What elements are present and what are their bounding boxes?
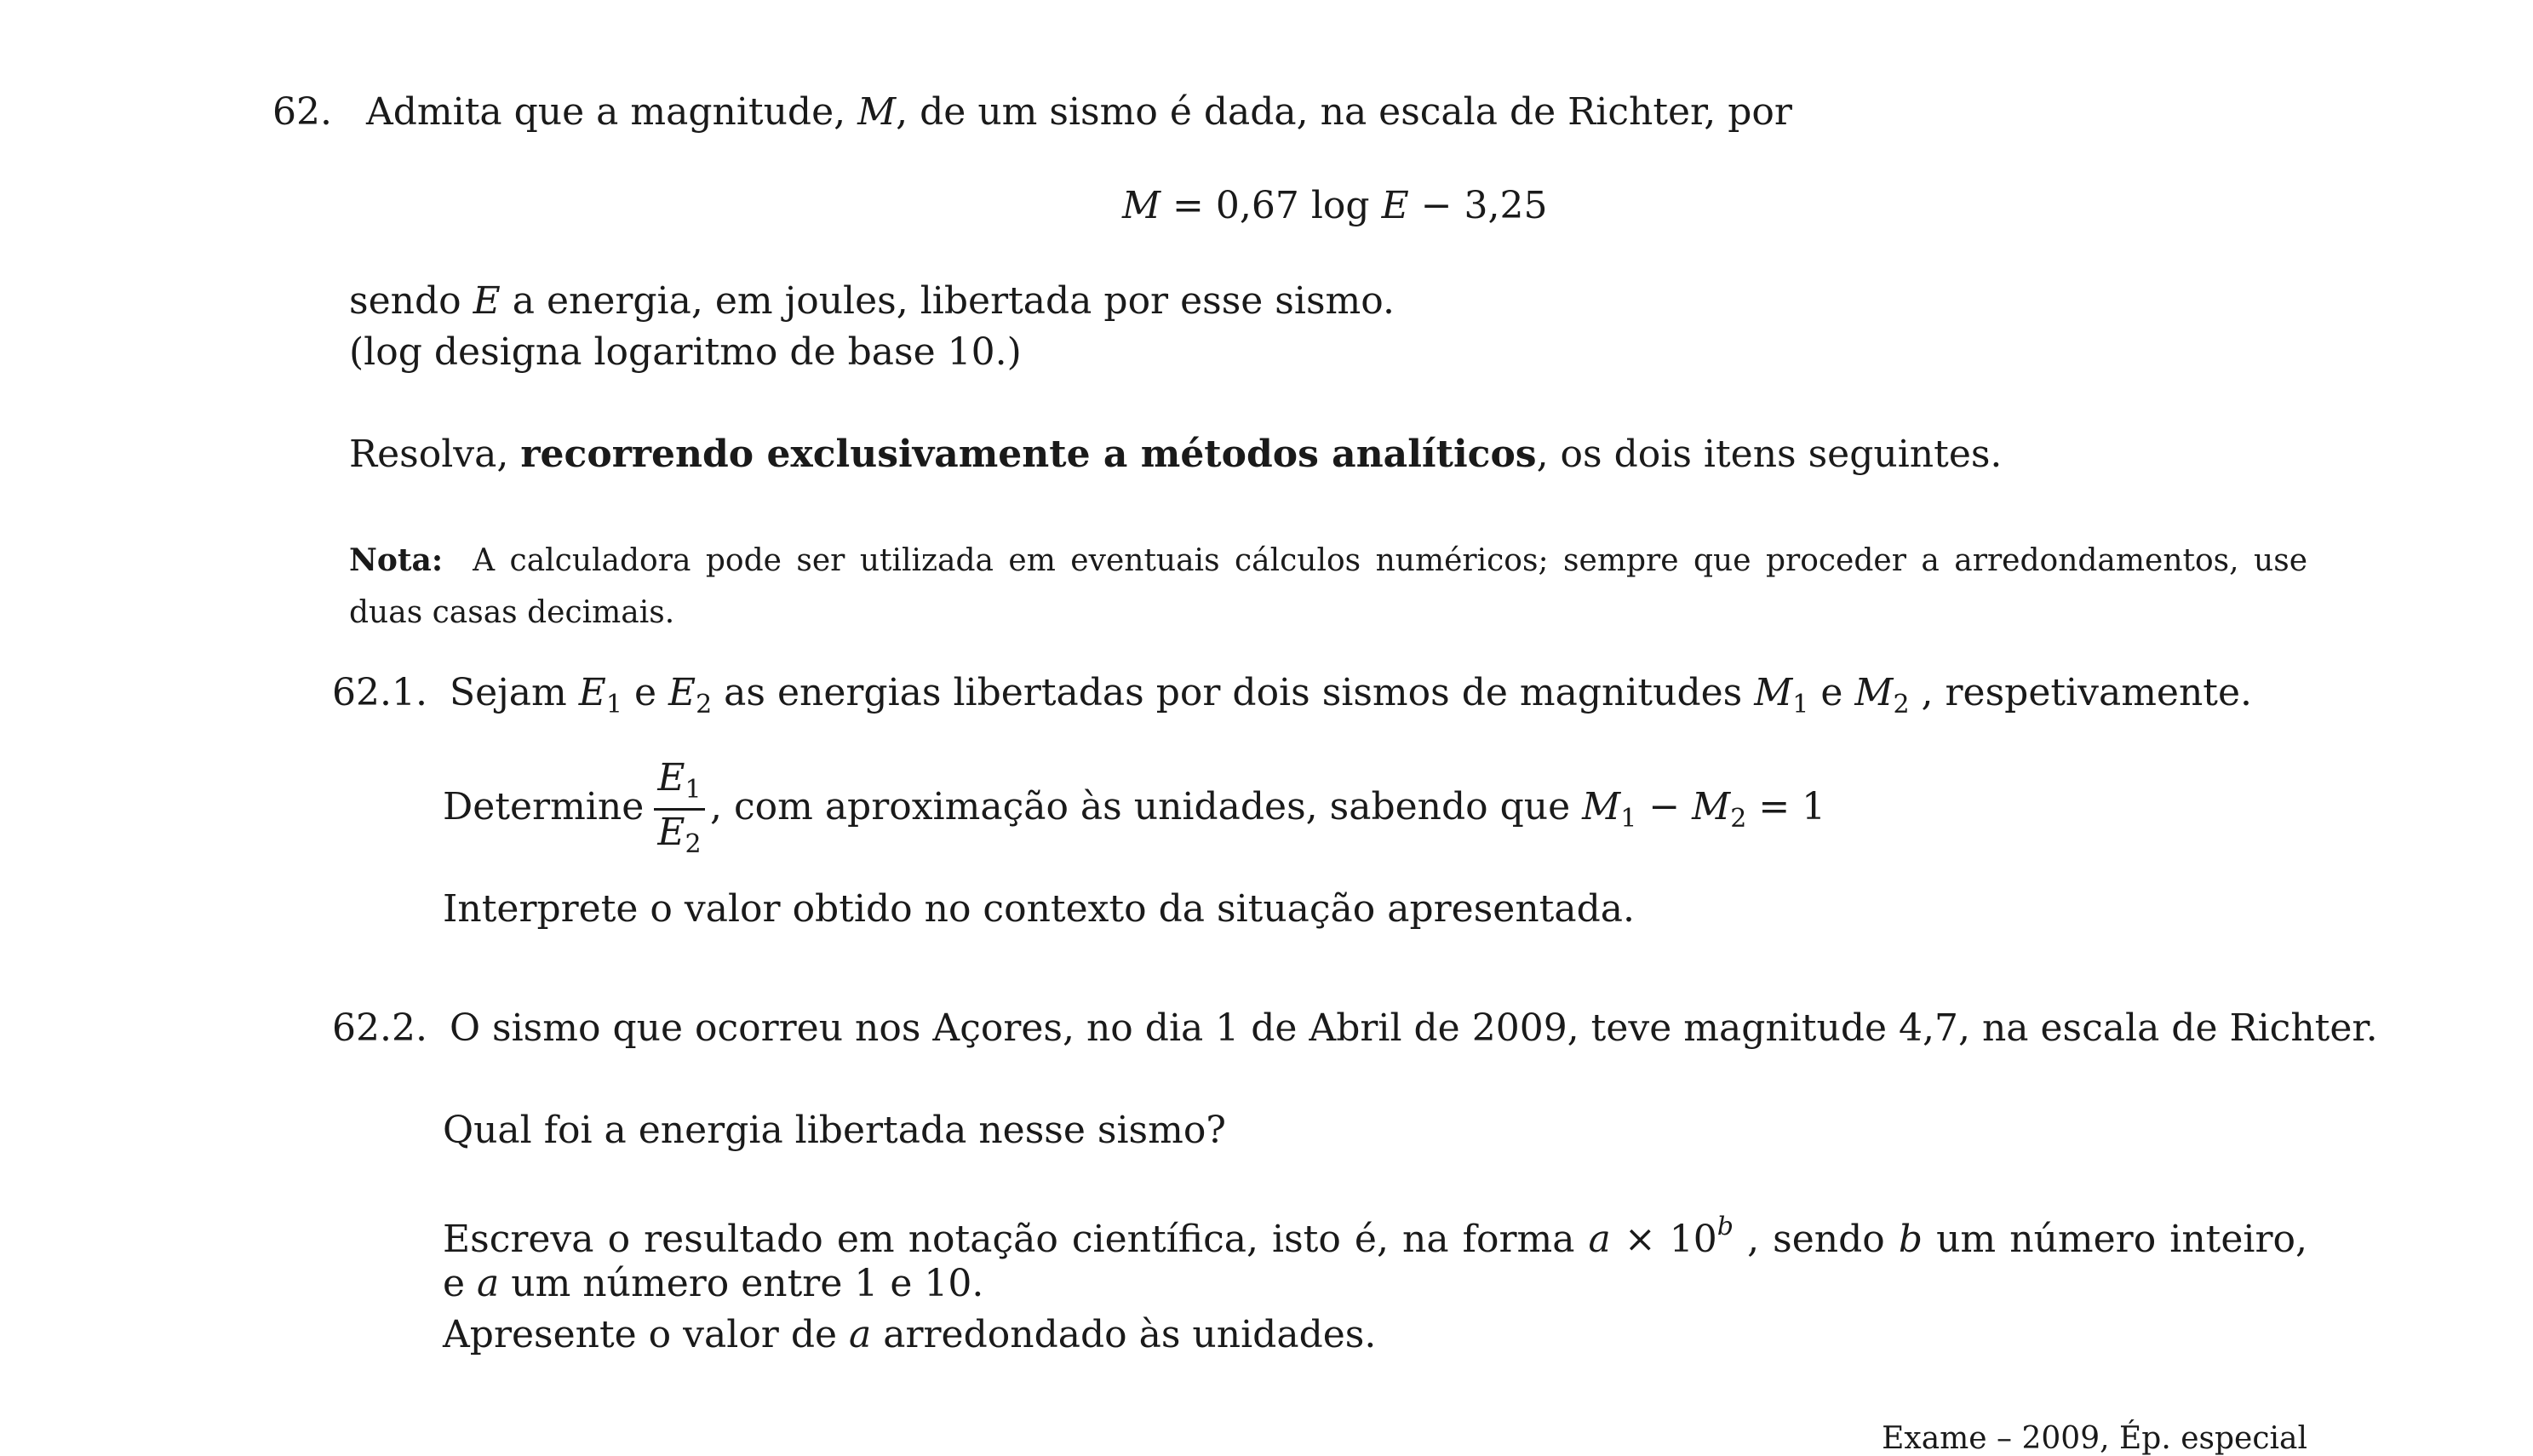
note-line2: duas casas decimais. (349, 595, 675, 630)
formula-log: log (1310, 184, 1370, 227)
item-62-2-statement (332, 1006, 2378, 1050)
item1-sub-1: 1 (605, 690, 622, 719)
item1-text-a: Sejam (449, 671, 579, 714)
item1-m-var: M (1854, 671, 1894, 714)
line2-text-a: e (443, 1262, 478, 1305)
fraction-denominator (654, 811, 705, 859)
intro-text-b: , de um sismo é dada, na escala de Richter, por (896, 90, 1792, 134)
item2-statement: O sismo que ocorreu nos Açores, no dia 1 de Abril de 2009, teve magnitude 4,7, na escala de Richter. (449, 1006, 2378, 1050)
item1-text-b: as energias libertadas por dois sismos de magnitudes (712, 671, 1755, 714)
instruction-bold: recorrendo exclusivamente a métodos analíticos (520, 433, 1537, 476)
fraction-num-sub: 1 (685, 775, 702, 805)
fraction-den-e: E (657, 811, 685, 854)
cond-minus: − (1636, 785, 1693, 828)
fraction-num-e: E (657, 756, 685, 800)
formula-lhs: M (1122, 184, 1161, 227)
sci-var-b: b (1898, 1218, 1923, 1261)
note-label: Nota: (349, 542, 444, 578)
cond-m1: M (1582, 785, 1621, 828)
instruction-text-b: , os dois itens seguintes. (1536, 433, 2003, 476)
item1-sub-2: 2 (1893, 690, 1910, 719)
line3-text-b: arredondado às unidades. (871, 1313, 1377, 1356)
item1-e-var: E (668, 671, 696, 714)
line3-text-a: Apresente o valor de (443, 1313, 850, 1356)
determine-text-b: , com aproximação às unidades, sabendo que (710, 785, 1583, 828)
sci-line3 (443, 1313, 1377, 1356)
item1-conj: e (622, 671, 668, 714)
item1-conj: e (1808, 671, 1855, 714)
line3-var-a: a (849, 1313, 872, 1356)
def-text-a: sendo (349, 279, 473, 323)
formula-rest: − 3,25 (1408, 184, 1548, 227)
cond-sub-1: 1 (1620, 804, 1637, 834)
instruction-text-a: Resolva, (349, 433, 521, 476)
def-text-b: a energia, em joules, libertada por esse sismo. (500, 279, 1395, 323)
sci-exponent-b: b (1716, 1212, 1734, 1241)
energy-definition (349, 279, 1395, 323)
exam-source: Exame – 2009, Ép. especial (1882, 1421, 2307, 1456)
item1-sub-2: 2 (696, 690, 713, 719)
energy-ratio-fraction (654, 756, 705, 859)
line2-var-a: a (477, 1262, 500, 1305)
sci-line2 (443, 1262, 984, 1305)
item1-text-c: , respetivamente. (1909, 671, 2253, 714)
interpret-text: Interprete o valor obtido no contexto da situação apresentada. (443, 887, 1635, 931)
item1-number: 62.1. (332, 671, 427, 714)
item-62-1-statement (332, 671, 2253, 719)
scientific-notation-instruction (443, 1212, 2307, 1261)
sci-text-c: um número inteiro, (1923, 1218, 2307, 1261)
cond-m2: M (1692, 785, 1731, 828)
fraction-numerator (654, 756, 705, 805)
intro-var-m: M (857, 90, 897, 134)
instruction (349, 433, 2003, 476)
item1-m-var: M (1754, 671, 1793, 714)
calculator-note (349, 542, 2307, 578)
sci-times-ten: × 10 (1610, 1218, 1717, 1261)
determine-condition (710, 785, 1826, 834)
item1-sub-1: 1 (1792, 690, 1809, 719)
log-note: (log designa logaritmo de base 10.) (349, 330, 1022, 374)
line2-text-b: um número entre 1 e 10. (499, 1262, 984, 1305)
richter-formula (1122, 184, 1548, 227)
intro-text-a: Admita que a magnitude, (365, 90, 858, 134)
problem-intro (272, 90, 1792, 134)
item1-e-var: E (578, 671, 606, 714)
item2-number: 62.2. (332, 1006, 427, 1050)
sci-text-a: Escreva o resultado em notação científica, isto é, na forma (443, 1218, 1589, 1261)
note-line1: A calculadora pode ser utilizada em eventuais cálculos numéricos; sempre que proceder a arredondamentos, use (473, 543, 2307, 578)
fraction-den-sub: 2 (685, 829, 702, 859)
formula-eq: = 0,67 (1160, 184, 1311, 227)
cond-eq: = 1 (1746, 785, 1826, 828)
def-var-e: E (473, 279, 501, 323)
sci-text-b: , sendo (1734, 1218, 1899, 1261)
problem-number: 62. (272, 90, 332, 134)
sci-var-a: a (1588, 1218, 1611, 1261)
formula-var: E (1381, 184, 1409, 227)
cond-sub-2: 2 (1730, 804, 1747, 834)
determine-text: Determine (443, 785, 645, 828)
energy-question: Qual foi a energia libertada nesse sismo? (443, 1109, 1226, 1152)
